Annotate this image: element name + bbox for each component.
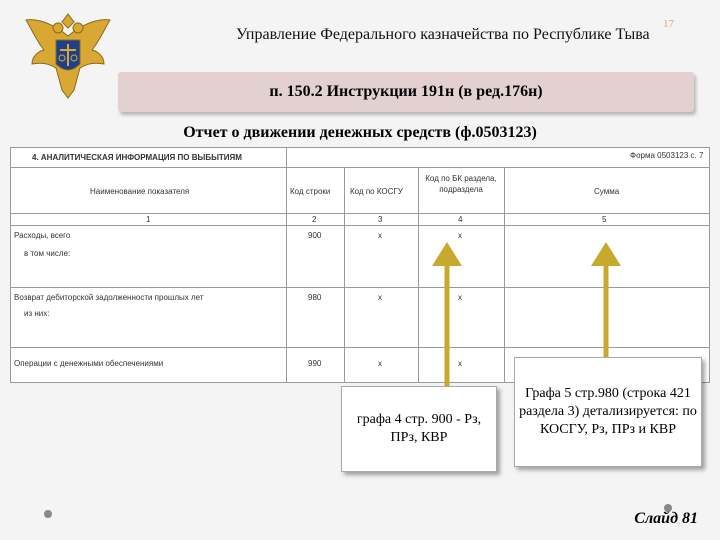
row-sublabel: из них:	[24, 309, 50, 318]
col-header-name: Наименование показателя	[90, 187, 190, 196]
decorative-dot-icon	[44, 510, 52, 518]
callout-column-5-text: Графа 5 стр.980 (строка 421 раздела 3) детализируется: по КОСГУ, Рз, ПРз и КВР	[519, 386, 697, 437]
row-bk: x	[458, 359, 462, 368]
callout-column-4-text: графа 4 стр. 900 - Рз, ПРз, КВР	[356, 412, 482, 445]
report-title: Отчет о движении денежных средств (ф.0503123)	[183, 124, 537, 141]
col-number: 5	[602, 215, 607, 224]
col-number: 3	[378, 215, 383, 224]
row-kosgu: x	[378, 359, 382, 368]
col-number: 1	[146, 215, 151, 224]
form-section-title: 4. АНАЛИТИЧЕСКАЯ ИНФОРМАЦИЯ ПО ВЫБЫТИЯМ	[32, 153, 242, 162]
col-header-amount: Сумма	[594, 187, 620, 196]
col-header-line-code: Код строки	[290, 187, 331, 196]
slide-number: Слайд 81	[634, 510, 698, 527]
callout-column-5	[514, 357, 702, 467]
col-number: 4	[458, 215, 463, 224]
row-label: Расходы, всего	[14, 231, 71, 240]
form-code: Форма 0503123 с. 7	[630, 151, 704, 160]
col-header-kosgu: Код по КОСГУ	[350, 187, 403, 196]
row-sublabel: в том числе:	[24, 249, 71, 258]
col-number: 2	[312, 215, 317, 224]
row-code: 900	[308, 231, 322, 240]
double-headed-eagle-emblem-icon	[18, 6, 118, 106]
page-number: 17	[663, 18, 674, 30]
organization-title: Управление Федерального казначейства по Республике Тыва	[236, 26, 650, 43]
row-kosgu: x	[378, 293, 382, 302]
row-bk: x	[458, 293, 462, 302]
col-header-bk: Код по БК раздела, подраздела	[425, 174, 497, 194]
row-bk: x	[458, 231, 462, 240]
row-kosgu: x	[378, 231, 382, 240]
row-label: Возврат дебиторской задолженности прошлых лет	[14, 293, 204, 302]
instruction-banner: п. 150.2 Инструкции 191н (в ред.176н)	[118, 72, 694, 112]
row-code: 980	[308, 293, 322, 302]
row-label: Операции с денежными обеспечениями	[14, 359, 164, 368]
form-table	[10, 147, 710, 383]
row-code: 990	[308, 359, 322, 368]
callout-column-4	[341, 386, 497, 472]
